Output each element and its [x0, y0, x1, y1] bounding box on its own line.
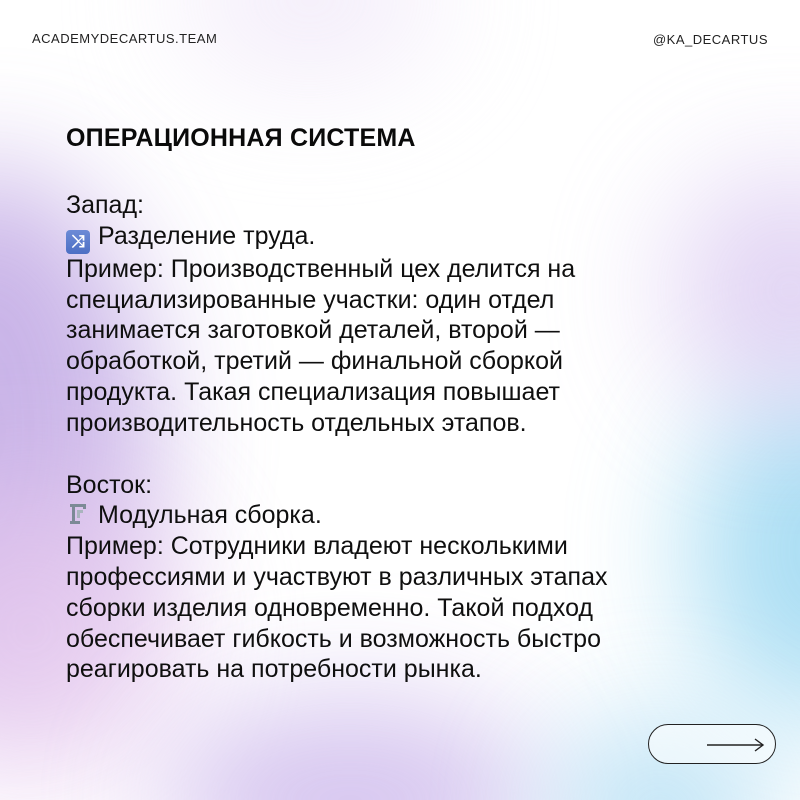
top-soft-blob [180, 0, 440, 80]
west-heading: Запад: [66, 191, 144, 219]
west-example-line: продукта. Такая специализация повышает [66, 377, 560, 406]
next-button[interactable] [648, 724, 776, 764]
east-example-line: реагировать на потребности рынка. [66, 655, 482, 684]
east-example-line: обеспечивает гибкость и возможность быстро [66, 624, 601, 653]
east-example-line: Пример: Сотрудники владеют несколькими [66, 532, 568, 561]
clamp-icon [66, 500, 90, 526]
page-title: ОПЕРАЦИОННАЯ СИСТЕМА [66, 124, 416, 152]
west-example-line: занимается заготовкой деталей, второй — [66, 316, 560, 345]
arrow-right-icon [707, 738, 765, 752]
east-heading: Восток: [66, 470, 153, 499]
content-block [66, 190, 756, 685]
handle-label: @KA_DECARTUS [652, 32, 768, 47]
bottom-purple-blob [160, 700, 540, 800]
west-example-line: обработкой, третий — финальной сборкой [66, 347, 564, 376]
shuffle-icon: ⤨ [66, 230, 90, 254]
east-point [66, 500, 756, 531]
west-example-line: производительность отдельных этапов. [66, 408, 527, 437]
west-example-line: специализированные участки: один отдел [66, 285, 555, 314]
section-spacer [66, 439, 756, 470]
west-example-line: Пример: Производственный цех делится на [66, 254, 576, 283]
east-point-text: Модульная сборка. [98, 501, 322, 530]
west-point-text: Разделение труда. [98, 221, 316, 250]
east-example-line: сборки изделия одновременно. Такой подход [66, 593, 594, 622]
east-example-line: профессиями и участвуют в различных этапах [66, 562, 608, 591]
west-point [66, 221, 756, 254]
site-label: ACADEMYDECARTUS.TEAM [32, 31, 218, 46]
